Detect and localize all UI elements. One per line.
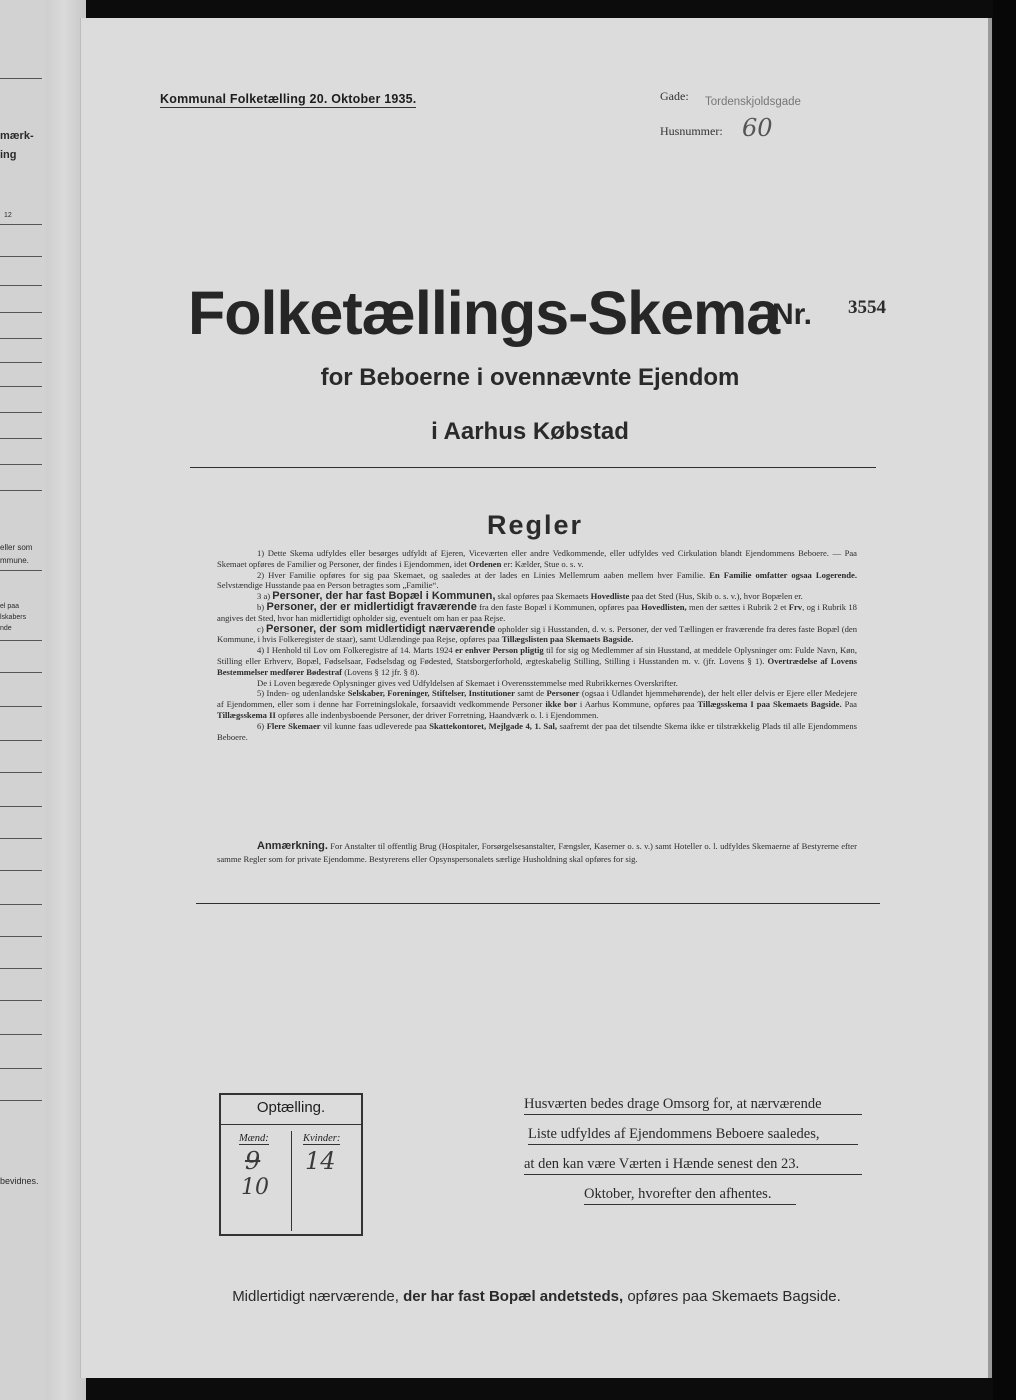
left-rule bbox=[0, 412, 42, 413]
left-text: eller som bbox=[0, 543, 33, 552]
left-rule bbox=[0, 285, 42, 286]
form-subtitle-city: i Aarhus Købstad bbox=[431, 418, 629, 445]
divider bbox=[196, 903, 880, 904]
left-rule bbox=[0, 570, 42, 571]
rule-3c: c) Personer, der som midlertidigt nærværende opholder sig i Husstanden, d. v. s. Personer, der ved Tællingen er fraværende fra deres faste Bopæl (den Kommune, i hvis Folkeregister de staar), samt Udlændinge paa Rejse, opføres paa Tillægslisten paa Skemaets Bagside. bbox=[217, 622, 857, 645]
form-number-label: Nr. bbox=[772, 298, 813, 331]
left-rule bbox=[0, 640, 42, 641]
men-count-crossed: 9 bbox=[245, 1147, 261, 1175]
left-text: ing bbox=[0, 149, 17, 161]
divider bbox=[190, 467, 876, 468]
left-rule bbox=[0, 1100, 42, 1101]
left-rule bbox=[0, 772, 42, 773]
left-text: nde bbox=[0, 625, 12, 632]
left-text: lskabers bbox=[0, 614, 27, 621]
women-label: Kvinder: bbox=[303, 1133, 341, 1144]
rule-2: 2) Hver Familie opføres for sig paa Skemaet, og saaledes at der lades en Linies Mellemrum aaben mellem hver Familie. En Familie omfatter ogsaa Logerende. Selvstændige Husstande paa en Person betragtes som „Familie“. bbox=[217, 569, 858, 591]
rules-heading: Regler bbox=[486, 510, 584, 540]
left-rule bbox=[0, 338, 42, 339]
rule-6: 6) Flere Skemaer vil kunne faas udleverede paa Skattekontoret, Mejlgade 4, 1. Sal, saafremt der paa det tilsendte Skema ikke er tilstrækkelig Plads til alle Ejendommens Beboere. bbox=[217, 720, 857, 742]
notice-line: Husværten bedes drage Omsorg for, at nærværende bbox=[524, 1096, 862, 1115]
footer-note: Midlertidigt nærværende, der har fast Bopæl andetsteds, opføres paa Skemaets Bagside. bbox=[232, 1288, 841, 1305]
left-rule bbox=[0, 362, 42, 363]
left-rule bbox=[0, 672, 42, 673]
count-box bbox=[219, 1093, 363, 1236]
left-rule bbox=[0, 312, 42, 313]
rule-3b: b) Personer, der er midlertidigt fraværende fra den faste Bopæl i Kommunen, opføres paa Hovedlisten, men der sættes i Rubrik 2 et Frv, og i Rubrik 18 angives det Sted, hvor han midlertidigt opholder sig, eventuelt om han er paa Rejse. bbox=[217, 600, 857, 623]
notice-line: Oktober, hvorefter den afhentes. bbox=[584, 1186, 796, 1205]
left-rule bbox=[0, 936, 42, 937]
count-divider bbox=[221, 1124, 361, 1125]
left-text: el paa bbox=[0, 603, 20, 610]
left-text: mmune. bbox=[0, 556, 29, 565]
left-rule bbox=[0, 464, 42, 465]
landlord-notice bbox=[518, 1092, 863, 1205]
left-text: 12 bbox=[4, 212, 12, 219]
rule-1: 1) Dette Skema udfyldes eller besørges udfyldt af Ejeren, Viceværten eller andre Vedkommende, eller udfyldes ved Cirkulation blandt Ejendommens Beboere. — Paa Skemaet opføres de Familier og Personer, der findes i Ejendommen, idet Ordenen er: Kælder, Stue o. s. v. bbox=[217, 548, 857, 569]
remark-heading: Anmærkning. bbox=[257, 840, 328, 852]
left-rule bbox=[0, 224, 42, 225]
left-rule bbox=[0, 1068, 42, 1069]
left-rule bbox=[0, 806, 42, 807]
street-value: Tordenskjoldsgade bbox=[705, 96, 801, 108]
house-number-label: Husnummer: bbox=[660, 124, 723, 138]
street-label: Gade: bbox=[660, 89, 689, 103]
rule-5: 5) Inden- og udenlandske Selskaber, Foreninger, Stiftelser, Institutioner samt de Personer (ogsaa i Udlandet hjemmehørende), der helt eller delvis er Ejere eller Medejere af Ejendommen, eller som i denne har Forretningslokale, forsaavidt vedkommende Personer ikke bor i Aarhus Kommune, opføres paa Tillægsskema I paa Skemaets Bagside. Paa Tillægsskema II opføres alle indenbysboende Personer, der driver Forretning, Haandværk o. l. i Ejendommen. bbox=[217, 688, 858, 720]
page-edge bbox=[988, 18, 992, 1378]
left-rule bbox=[0, 1034, 42, 1035]
men-label: Mænd: bbox=[239, 1133, 269, 1144]
count-column-divider bbox=[291, 1131, 292, 1231]
left-rule bbox=[0, 838, 42, 839]
book-spine bbox=[993, 0, 1016, 1400]
left-rule bbox=[0, 1000, 42, 1001]
rule-4: 4) I Henhold til Lov om Folkeregistre af 14. Marts 1924 er enhver Person pligtig til for sig og Medlemmer af sin Husstand, at meddele Oplysninger om: Fulde Navn, Køn, Stilling eller Erhverv, Bopæl, Fødselsaar, Fødselsdag og Fødested, Statsborgerforhold, ægteskabelig Stilling, Stilling i Husstanden m. v. (jfr. Lovens § 1). Overtrædelse af Lovens Bestemmelser medfører Bødestraf (Lovens § 12 jfr. § 8). bbox=[217, 645, 858, 677]
men-count: 10 bbox=[241, 1175, 269, 1200]
left-rule bbox=[0, 870, 42, 871]
left-rule bbox=[0, 904, 42, 905]
left-rule bbox=[0, 740, 42, 741]
form-title: Folketællings-Skema bbox=[188, 279, 780, 347]
left-rule bbox=[0, 78, 42, 79]
house-number-value: 60 bbox=[742, 114, 773, 142]
form-subtitle: for Beboerne i ovennævnte Ejendom bbox=[320, 364, 740, 391]
rule-4-note: De i Loven begærede Oplysninger gives ved Udfyldelsen af Skemaet i Overensstemmelse med Rubrikkernes Overskrifter. bbox=[257, 677, 678, 688]
women-count: 14 bbox=[305, 1147, 336, 1175]
left-text: mærk- bbox=[0, 130, 34, 142]
notice-line: Liste udfyldes af Ejendommens Beboere saaledes, bbox=[528, 1126, 858, 1145]
left-rule bbox=[0, 256, 42, 257]
left-rule bbox=[0, 968, 42, 969]
left-text: bevidnes. bbox=[0, 1176, 39, 1186]
form-serial-number: 3554 bbox=[848, 297, 886, 318]
rules-text bbox=[217, 548, 857, 742]
remark-text: Anmærkning. For Anstalter til offentlig Brug (Hospitaler, Forsørgelsesanstalter, Fængsler, Kaserner o. s. v.) samt Hoteller o. l. udfyldes Skemaerne af Bestyrerne efter samme Regler som for private Ejendomme. Bestyrerens eller Opsynspersonalets særlige Husholdning skal opføres for sig. bbox=[217, 840, 857, 864]
left-rule bbox=[0, 706, 42, 707]
rule-3a: 3 a) Personer, der har fast Bopæl i Kommunen, skal opføres paa Skemaets Hovedliste paa det Sted (Hus, Skib o. s. v.), hvor Bopælen er. bbox=[257, 590, 803, 603]
count-title: Optælling. bbox=[256, 1099, 326, 1116]
census-heading: Kommunal Folketælling 20. Oktober 1935. bbox=[160, 92, 417, 106]
left-rule bbox=[0, 490, 42, 491]
notice-line: at den kan være Værten i Hænde senest den 23. bbox=[524, 1156, 862, 1175]
